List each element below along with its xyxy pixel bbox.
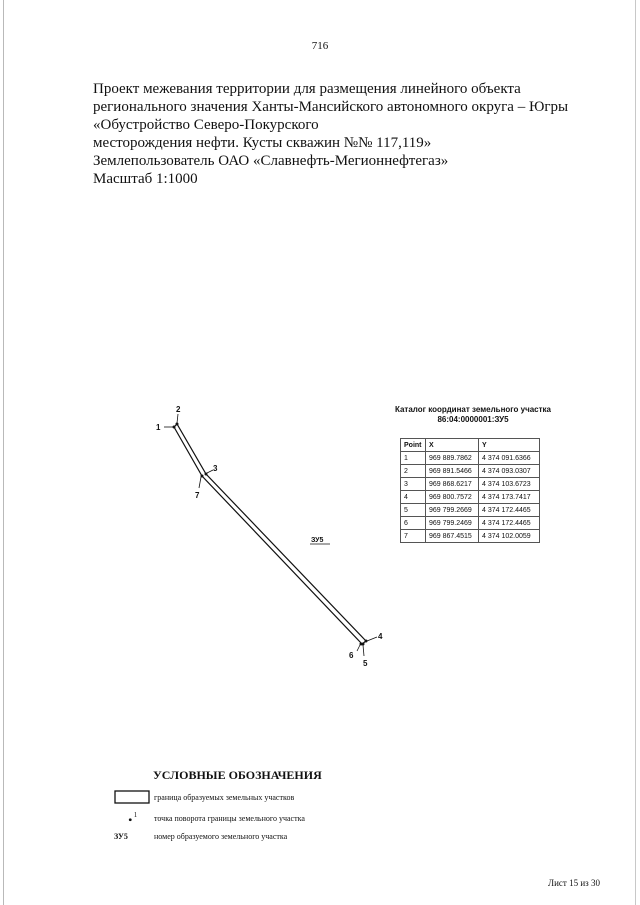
leader-line bbox=[363, 645, 364, 656]
legend-heading: УСЛОВНЫЕ ОБОЗНАЧЕНИЯ bbox=[153, 768, 322, 782]
cell-y: 4 374 172.4465 bbox=[479, 504, 540, 517]
point-label: 3 bbox=[213, 464, 218, 473]
legend-item-text: номер образуемого земельного участка bbox=[154, 832, 288, 841]
point-label: 7 bbox=[195, 491, 200, 500]
cell-point: 3 bbox=[401, 478, 426, 491]
cell-point: 4 bbox=[401, 491, 426, 504]
title-line: «Обустройство Северо-Покурского bbox=[93, 117, 319, 133]
point-label: 6 bbox=[349, 651, 354, 660]
legend-item-text: граница образуемых земельных участков bbox=[154, 793, 295, 802]
cell-y: 4 374 173.7417 bbox=[479, 491, 540, 504]
page-number: 716 bbox=[311, 40, 329, 52]
cell-x: 969 867.4515 bbox=[426, 530, 479, 543]
cell-point: 2 bbox=[401, 465, 426, 478]
cell-y: 4 374 103.6723 bbox=[479, 478, 540, 491]
cell-point: 7 bbox=[401, 530, 426, 543]
parcel-boundary bbox=[174, 424, 366, 644]
table-row bbox=[401, 452, 540, 465]
coordinate-catalog-title bbox=[368, 405, 578, 425]
point-label: 1 bbox=[156, 423, 161, 432]
title-line: Масштаб 1:1000 bbox=[93, 171, 198, 187]
point-label: 5 bbox=[363, 659, 368, 668]
leader-line bbox=[367, 637, 377, 641]
cell-x: 969 891.5466 bbox=[426, 465, 479, 478]
title-line: регионального значения Ханты-Мансийского автономного округа – Югры bbox=[93, 99, 569, 115]
cell-x: 969 799.2669 bbox=[426, 504, 479, 517]
legend-item-text: точка поворота границы земельного участка bbox=[154, 814, 305, 823]
column-header-y: Y bbox=[479, 439, 540, 452]
cell-point: 6 bbox=[401, 517, 426, 530]
leader-line bbox=[199, 477, 201, 488]
cell-y: 4 374 102.0059 bbox=[479, 530, 540, 543]
cell-x: 969 799.2469 bbox=[426, 517, 479, 530]
table-row bbox=[401, 491, 540, 504]
parcel-label: ЗУ5 bbox=[311, 537, 324, 544]
catalog-title-line: Каталог координат земельного участка bbox=[395, 405, 551, 414]
cell-point: 5 bbox=[401, 504, 426, 517]
column-header-point: Point bbox=[401, 439, 426, 452]
turning-point-symbol-icon bbox=[114, 811, 150, 825]
cell-y: 4 374 172.4465 bbox=[479, 517, 540, 530]
title-line: месторождения нефти. Кусты скважин №№ 117,119» bbox=[93, 135, 432, 151]
cell-point: 1 bbox=[401, 452, 426, 465]
cell-y: 4 374 091.6366 bbox=[479, 452, 540, 465]
sheet-number: Лист 15 из 30 bbox=[548, 878, 600, 888]
point-label: 2 bbox=[176, 405, 181, 414]
legend-symbol-number: 1 bbox=[133, 811, 138, 820]
cell-y: 4 374 093.0307 bbox=[479, 465, 540, 478]
coordinate-table bbox=[400, 438, 540, 543]
catalog-parcel-number: 86:04:0000001:ЗУ5 bbox=[437, 415, 509, 424]
legend-symbol-parcel: ЗУ5 bbox=[114, 832, 128, 841]
table-header-row bbox=[401, 439, 540, 452]
cell-x: 969 868.6217 bbox=[426, 478, 479, 491]
boundary-symbol-icon bbox=[114, 790, 150, 804]
leader-line bbox=[177, 414, 178, 423]
column-header-x: X bbox=[426, 439, 479, 452]
table-row bbox=[401, 530, 540, 543]
title-line: Землепользователь ОАО «Славнефть-Мегионнефтегаз» bbox=[93, 153, 449, 169]
cell-x: 969 800.7572 bbox=[426, 491, 479, 504]
cell-x: 969 889.7862 bbox=[426, 452, 479, 465]
title-line: Проект межевания территории для размещения линейного объекта bbox=[93, 81, 521, 97]
table-row bbox=[401, 504, 540, 517]
table-row bbox=[401, 465, 540, 478]
table-row bbox=[401, 517, 540, 530]
leader-line bbox=[357, 645, 360, 651]
point-label: 4 bbox=[378, 632, 383, 641]
table-row bbox=[401, 478, 540, 491]
